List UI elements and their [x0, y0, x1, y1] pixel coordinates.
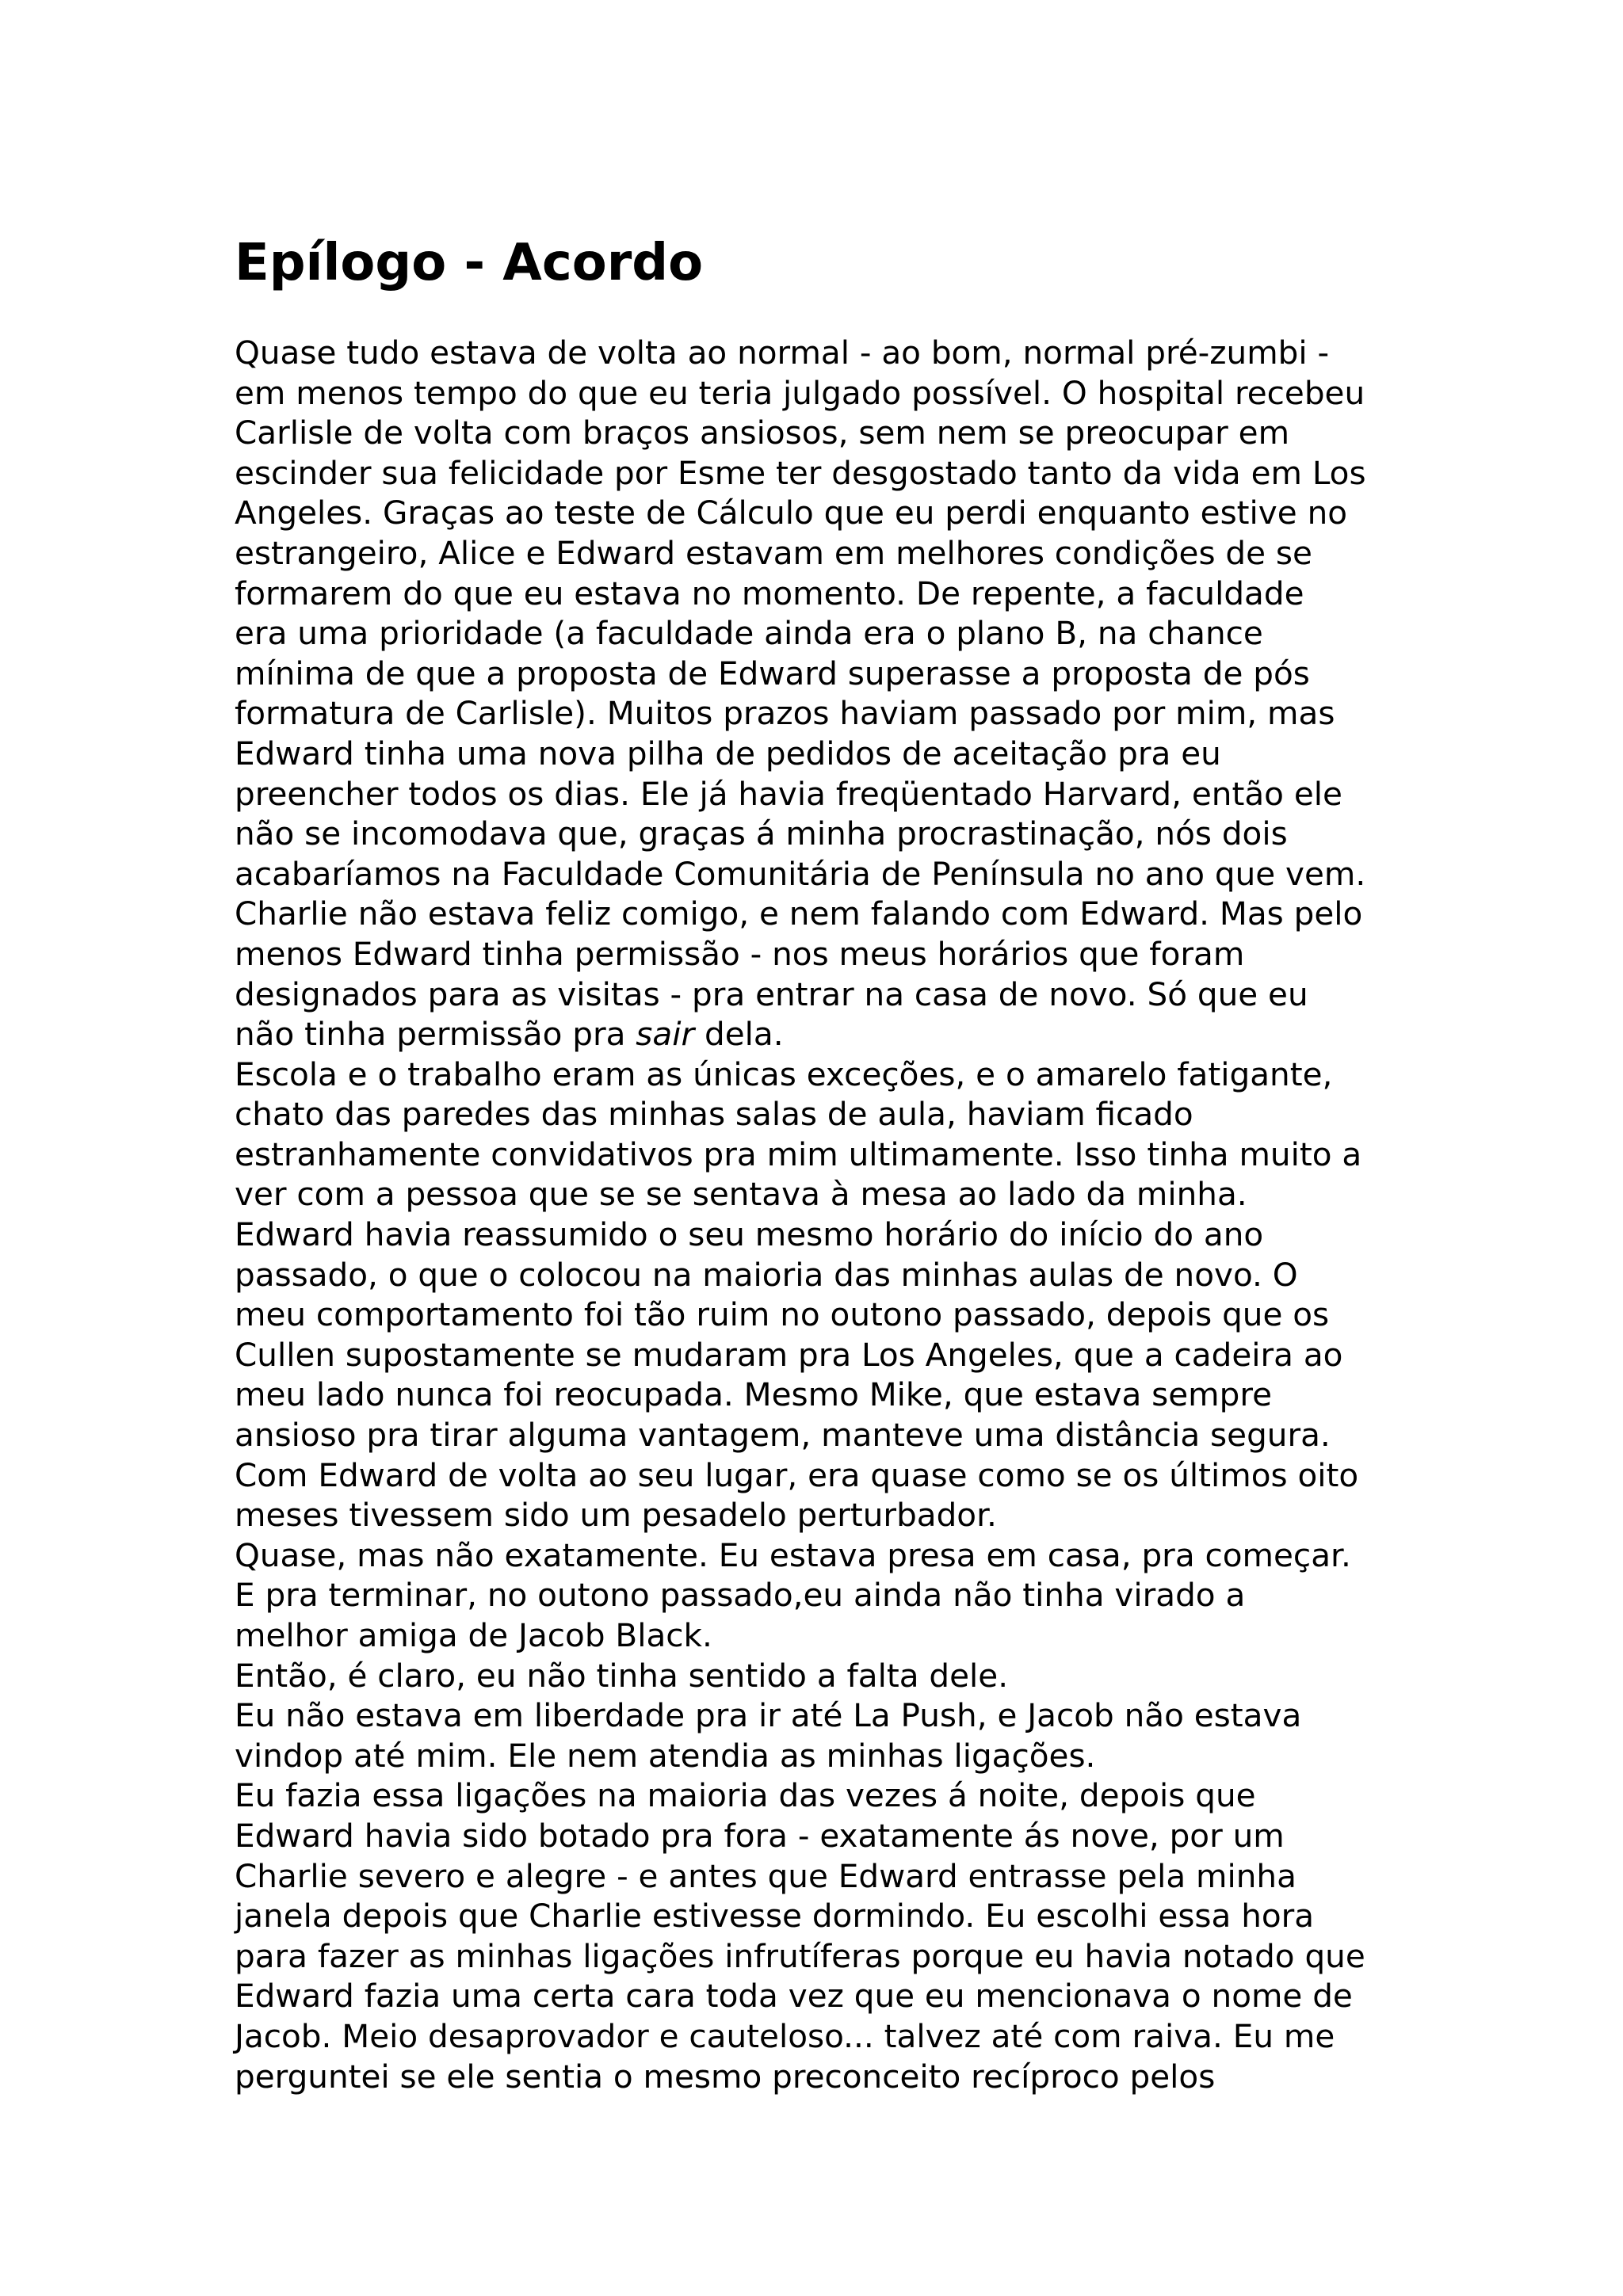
chapter-title: Epílogo - Acordo — [235, 234, 704, 292]
text-line: Com Edward de volta ao seu lugar, era quase como se os últimos oito — [235, 1455, 1359, 1494]
text-line: mínima de que a proposta de Edward superasse a proposta de pós — [235, 654, 1310, 692]
text-line: vindop até mim. Ele nem atendia as minhas ligações. — [235, 1736, 1096, 1775]
text-line: para fazer as minhas ligações infrutíferas porque eu havia notado que — [235, 1936, 1365, 1975]
text-line — [235, 1014, 1423, 1055]
text-line: acabaríamos na Faculdade Comunitária de Península no ano que vem. — [235, 854, 1366, 893]
text-line: Carlisle de volta com braços ansiosos, sem nem se preocupar em — [235, 414, 1290, 452]
text-segment: dela. — [694, 1015, 784, 1054]
text-line: estrangeiro, Alice e Edward estavam em melhores condições de se — [235, 533, 1312, 572]
text-line: Edward havia sido botado pra fora - exatamente ás nove, por um — [235, 1816, 1285, 1855]
text-line: Edward fazia uma certa cara toda vez que eu mencionava o nome de — [235, 1977, 1353, 2016]
text-line: Charlie não estava feliz comigo, e nem falando com Edward. Mas pelo — [235, 894, 1363, 933]
text-line: meu lado nunca foi reocupada. Mesmo Mike, que estava sempre — [235, 1375, 1272, 1414]
text-line: designados para as visitas - pra entrar na casa de novo. Só que eu — [235, 974, 1308, 1013]
text-line: Edward havia reassumido o seu mesmo horário do início do ano — [235, 1215, 1264, 1254]
text-line: Edward tinha uma nova pilha de pedidos de aceitação pra eu — [235, 734, 1221, 772]
text-line: em menos tempo do que eu teria julgado possível. O hospital recebeu — [235, 373, 1365, 412]
text-line: Charlie severo e alegre - e antes que Edward entrasse pela minha — [235, 1856, 1296, 1895]
text-segment: não tinha permissão pra — [235, 1015, 636, 1054]
text-line: melhor amiga de Jacob Black. — [235, 1616, 712, 1654]
text-line: Cullen supostamente se mudaram pra Los Angeles, que a cadeira ao — [235, 1335, 1343, 1374]
text-line: não se incomodava que, graças á minha procrastinação, nós dois — [235, 814, 1288, 853]
text-line: ver com a pessoa que se se sentava à mesa ao lado da minha. — [235, 1175, 1247, 1214]
text-line: passado, o que o colocou na maioria das minhas aulas de novo. O — [235, 1255, 1298, 1294]
text-line: era uma prioridade (a faculdade ainda era o plano B, na chance — [235, 614, 1263, 653]
text-line: formarem do que eu estava no momento. De repente, a faculdade — [235, 574, 1304, 612]
text-line: menos Edward tinha permissão - nos meus horários que foram — [235, 934, 1245, 973]
chapter-body — [235, 333, 1423, 2096]
text-line: meses tivessem sido um pesadelo perturbador. — [235, 1496, 997, 1535]
text-line: Eu não estava em liberdade pra ir até La Push, e Jacob não estava — [235, 1696, 1302, 1735]
text-line: Eu fazia essa ligações na maioria das vezes á noite, depois que — [235, 1776, 1256, 1815]
italic-word: sair — [636, 1015, 695, 1054]
text-line: perguntei se ele sentia o mesmo preconceito recíproco pelos — [235, 2057, 1216, 2096]
text-line: Jacob. Meio desaprovador e cauteloso... talvez até com raiva. Eu me — [235, 2016, 1335, 2055]
text-line: E pra terminar, no outono passado,eu ainda não tinha virado a — [235, 1576, 1246, 1615]
text-line: chato das paredes das minhas salas de aula, haviam ficado — [235, 1095, 1193, 1134]
text-line: meu comportamento foi tão ruim no outono passado, depois que os — [235, 1295, 1330, 1334]
text-line: formatura de Carlisle). Muitos prazos haviam passado por mim, mas — [235, 694, 1335, 733]
text-line: Angeles. Graças ao teste de Cálculo que eu perdi enquanto estive no — [235, 494, 1348, 532]
text-line: Escola e o trabalho eram as únicas exceções, e o amarelo fatigante, — [235, 1055, 1333, 1093]
text-line: estranhamente convidativos pra mim ultimamente. Isso tinha muito a — [235, 1135, 1362, 1173]
text-line: preencher todos os dias. Ele já havia freqüentado Harvard, então ele — [235, 774, 1342, 813]
text-line: ansioso pra tirar alguma vantagem, manteve uma distância segura. — [235, 1416, 1331, 1455]
text-line: Quase tudo estava de volta ao normal - ao bom, normal pré-zumbi - — [235, 334, 1330, 372]
text-line: Então, é claro, eu não tinha sentido a falta dele. — [235, 1656, 1009, 1695]
text-line: janela depois que Charlie estivesse dormindo. Eu escolhi essa hora — [235, 1897, 1315, 1936]
text-line: Quase, mas não exatamente. Eu estava presa em casa, pra começar. — [235, 1535, 1351, 1574]
text-line: escinder sua felicidade por Esme ter desgostado tanto da vida em Los — [235, 453, 1366, 492]
